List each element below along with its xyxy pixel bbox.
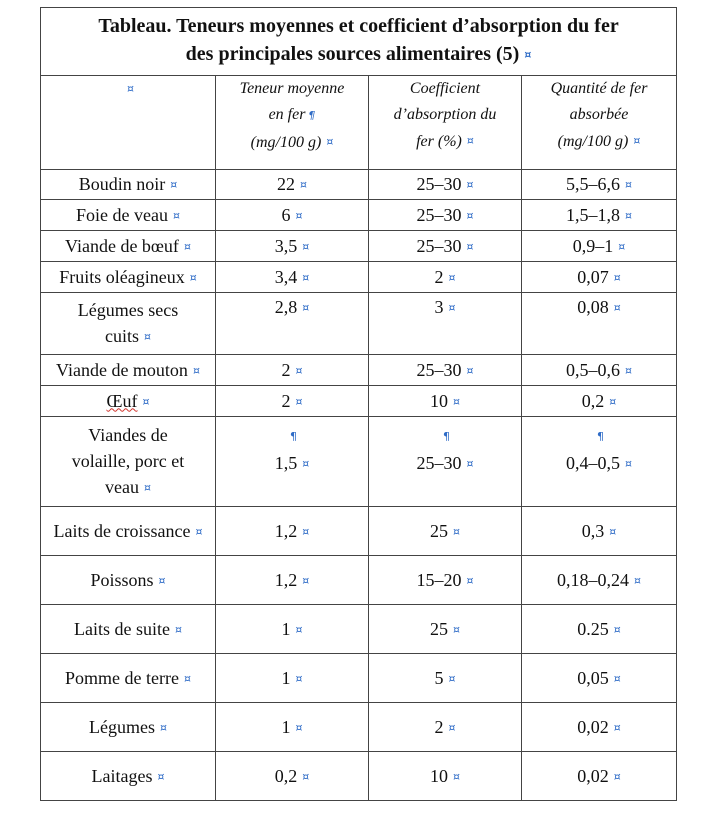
iron-cell: 6 ¤ [216,200,369,231]
table-row [41,507,677,556]
title-line-1: Tableau. Teneurs moyennes et coefficient d’absorption du fer [98,15,619,37]
iron-cell: 1 ¤ [216,605,369,654]
table-title [41,8,677,76]
header-row [41,76,677,170]
iron-cell: 2 ¤ [216,386,369,417]
absorbed-cell: 1,5–1,8 ¤ [522,200,677,231]
header-absorbed-iron: Quantité de fer absorbée (mg/100 g) ¤ [522,76,677,170]
iron-cell: 22 ¤ [216,170,369,200]
absorbed-cell: 0,07 ¤ [522,262,677,293]
header-food: ¤ [41,76,216,170]
food-cell: Légumes secs cuits ¤ [41,293,216,355]
absorbed-cell: 0.25 ¤ [522,605,677,654]
food-cell: Boudin noir ¤ [41,170,216,200]
iron-cell: ¶ 1,5 ¤ [216,417,369,507]
table-row [41,293,677,355]
coef-cell: 25–30 ¤ [369,170,522,200]
iron-cell: 1 ¤ [216,703,369,752]
food-cell: Poissons ¤ [41,556,216,605]
absorbed-cell: ¶ 0,4–0,5 ¤ [522,417,677,507]
cell-marker: ¤ [524,48,532,61]
iron-table [40,7,677,801]
table-row [41,605,677,654]
absorbed-cell: 0,2 ¤ [522,386,677,417]
food-cell: Laits de suite ¤ [41,605,216,654]
coef-cell: 25 ¤ [369,507,522,556]
iron-cell: 1 ¤ [216,654,369,703]
absorbed-cell: 0,02 ¤ [522,752,677,801]
coef-cell: 2 ¤ [369,703,522,752]
iron-cell: 3,4 ¤ [216,262,369,293]
absorbed-cell: 0,02 ¤ [522,703,677,752]
coef-cell: 10 ¤ [369,752,522,801]
food-cell: Légumes ¤ [41,703,216,752]
iron-cell: 3,5 ¤ [216,231,369,262]
food-cell: Laitages ¤ [41,752,216,801]
table-row [41,556,677,605]
absorbed-cell: 0,5–0,6 ¤ [522,355,677,386]
table-row [41,231,677,262]
title-line-2: des principales sources alimentaires (5) [185,43,520,65]
iron-cell: 2 ¤ [216,355,369,386]
food-cell: Viande de mouton ¤ [41,355,216,386]
iron-cell: 1,2 ¤ [216,507,369,556]
food-cell: Viande de bœuf ¤ [41,231,216,262]
food-cell: Laits de croissance ¤ [41,507,216,556]
header-absorption-coef: Coefficient d’absorption du fer (%) ¤ [369,76,522,170]
table-row [41,654,677,703]
document-page [40,7,676,801]
table-row [41,752,677,801]
absorbed-cell: 0,9–1 ¤ [522,231,677,262]
coef-cell: 3 ¤ [369,293,522,355]
food-cell: Pomme de terre ¤ [41,654,216,703]
table-row [41,386,677,417]
absorbed-cell: 5,5–6,6 ¤ [522,170,677,200]
coef-cell: 15–20 ¤ [369,556,522,605]
coef-cell: 5 ¤ [369,654,522,703]
absorbed-cell: 0,18–0,24 ¤ [522,556,677,605]
table-row [41,355,677,386]
table-row [41,703,677,752]
food-cell: Viandes de volaille, porc et veau ¤ [41,417,216,507]
coef-cell: 10 ¤ [369,386,522,417]
coef-cell: 25–30 ¤ [369,355,522,386]
table-row [41,417,677,507]
coef-cell: 25 ¤ [369,605,522,654]
coef-cell: 2 ¤ [369,262,522,293]
absorbed-cell: 0,3 ¤ [522,507,677,556]
food-cell: Œuf ¤ [41,386,216,417]
absorbed-cell: 0,05 ¤ [522,654,677,703]
iron-cell: 0,2 ¤ [216,752,369,801]
iron-cell: 1,2 ¤ [216,556,369,605]
table-row [41,262,677,293]
food-cell: Fruits oléagineux ¤ [41,262,216,293]
header-iron-content: Teneur moyenne en fer ¶ (mg/100 g) ¤ [216,76,369,170]
absorbed-cell: 0,08 ¤ [522,293,677,355]
table-row [41,170,677,200]
coef-cell: ¶ 25–30 ¤ [369,417,522,507]
coef-cell: 25–30 ¤ [369,200,522,231]
food-cell: Foie de veau ¤ [41,200,216,231]
table-row [41,200,677,231]
coef-cell: 25–30 ¤ [369,231,522,262]
iron-cell: 2,8 ¤ [216,293,369,355]
